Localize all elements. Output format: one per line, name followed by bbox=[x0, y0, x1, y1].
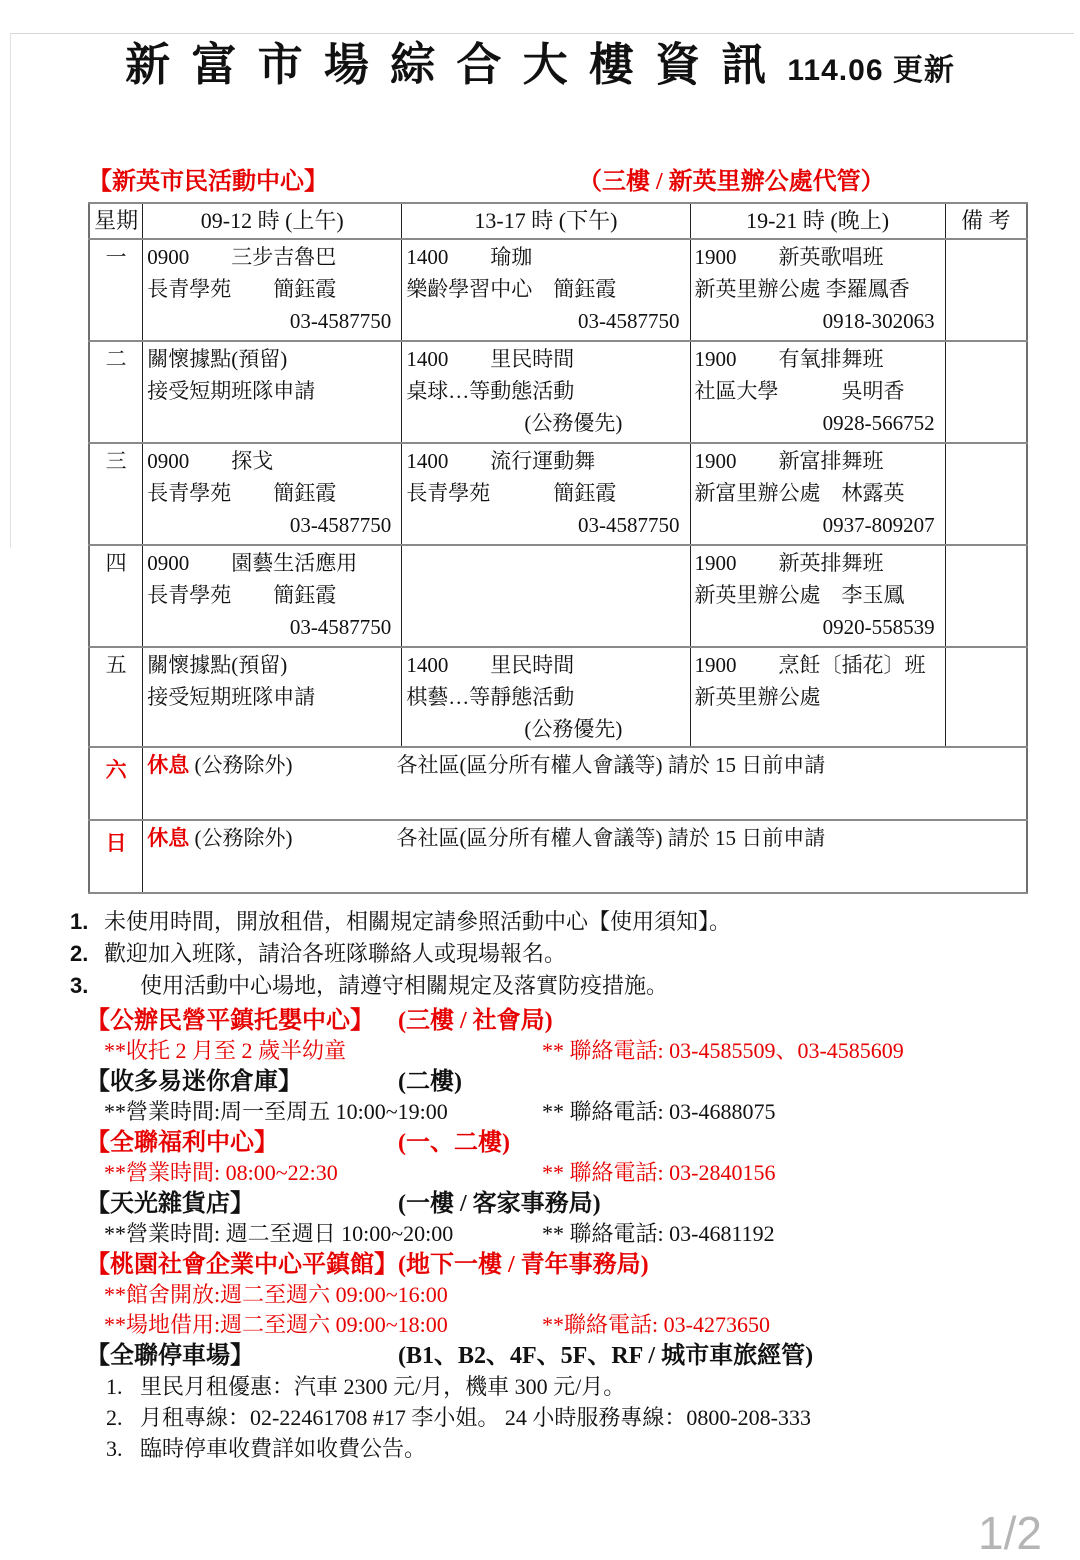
schedule-header-cell: 星期 bbox=[89, 203, 143, 239]
activity-center-location: （三樓 / 新英里辦公處代管） bbox=[578, 169, 885, 195]
schedule-header-cell: 09-12 時 (上午) bbox=[143, 203, 402, 239]
note-text: 未使用時間，開放租借，相關規定請參照活動中心【使用須知】。 bbox=[104, 909, 732, 934]
parking-item bbox=[106, 1433, 1080, 1464]
note-text: 歡迎加入班隊，請洽各班隊聯絡人或現場報名。 bbox=[104, 941, 567, 966]
remark-cell bbox=[945, 239, 1027, 341]
document-page bbox=[0, 28, 1080, 1559]
parking-item-text: 里民月租優惠：汽車 2300 元/月，機車 300 元/月。 bbox=[140, 1374, 626, 1399]
facility-phone: **聯絡電話: 03-4273650 bbox=[542, 1312, 770, 1337]
schedule-cell-morning bbox=[143, 545, 402, 647]
schedule-cell-morning bbox=[143, 341, 402, 443]
facility-floor: (一、二樓) bbox=[398, 1130, 510, 1156]
schedule-cell-morning bbox=[143, 239, 402, 341]
schedule-header-row bbox=[89, 203, 1027, 239]
schedule-cell-afternoon bbox=[402, 443, 690, 545]
schedule-cell-line: 1900 烹飪〔插花〕班 bbox=[694, 653, 926, 677]
facility-detail: **收托 2 月至 2 歲半幼童 bbox=[104, 1038, 347, 1063]
schedule-cell-line: 新富里辦公處 林露英 bbox=[694, 481, 905, 505]
rest-text: 各社區(區分所有權人會議等) 請於 15 日前申請 bbox=[396, 753, 826, 777]
remark-cell bbox=[945, 545, 1027, 647]
facility-floor: (一樓 / 客家事務局) bbox=[398, 1191, 601, 1217]
schedule-header-cell: 19-21 時 (晚上) bbox=[690, 203, 945, 239]
rest-text: 各社區(區分所有權人會議等) 請於 15 日前申請 bbox=[396, 826, 826, 850]
schedule-cell-line: 03-4587750 bbox=[578, 309, 680, 333]
schedule-cell-line: 1900 有氧排舞班 bbox=[694, 347, 884, 371]
schedule-cell-line: 接受短期班隊申請 bbox=[147, 379, 316, 403]
day-cell: 四 bbox=[89, 545, 143, 647]
page-title: 新 富 市 場 綜 合 大 樓 資 訊 bbox=[125, 40, 772, 90]
facility-title: 【公辦民營平鎮托嬰中心】 bbox=[86, 1008, 374, 1034]
schedule-cell-afternoon bbox=[402, 341, 690, 443]
facility-detail: **營業時間: 08:00~22:30 bbox=[104, 1160, 338, 1185]
schedule-header-cell: 13-17 時 (下午) bbox=[402, 203, 690, 239]
schedule-cell-evening bbox=[690, 443, 945, 545]
note-number: 2. bbox=[70, 941, 89, 966]
note-item bbox=[70, 906, 1080, 938]
activity-center-name: 【新英市民活動中心】 bbox=[88, 169, 328, 195]
schedule-cell-afternoon bbox=[402, 647, 690, 747]
schedule-row bbox=[89, 545, 1027, 647]
schedule-cell-line: 關懷據點(預留) bbox=[147, 347, 288, 371]
schedule-rest-row bbox=[89, 820, 1027, 893]
schedule-cell-line: 新英里辦公處 李羅鳳香 bbox=[694, 277, 910, 301]
facility-detail: **場地借用:週二至週六 09:00~18:00 bbox=[104, 1312, 448, 1337]
schedule-cell-line: 長青學苑 簡鈺霞 bbox=[147, 583, 337, 607]
schedule-cell-line: 新英里辦公處 李玉鳳 bbox=[694, 583, 905, 607]
page-edge-left bbox=[10, 33, 11, 548]
schedule-cell-line: 0928-566752 bbox=[822, 411, 935, 435]
schedule-rest-row bbox=[89, 747, 1027, 820]
schedule-cell-line: 03-4587750 bbox=[289, 309, 392, 333]
schedule-cell-line: 1900 新富排舞班 bbox=[694, 449, 884, 473]
schedule-row bbox=[89, 443, 1027, 545]
schedule-cell-line: 樂齡學習中心 簡鈺霞 bbox=[406, 277, 617, 301]
note-item bbox=[70, 938, 1080, 970]
facility-title: 【全聯停車場】 bbox=[86, 1343, 254, 1369]
note-item bbox=[70, 970, 1080, 1002]
facility-floor: (地下一樓 / 青年事務局) bbox=[398, 1252, 649, 1278]
weekly-schedule-table bbox=[88, 202, 1028, 894]
schedule-cell-morning bbox=[143, 443, 402, 545]
schedule-cell-line: 長青學苑 簡鈺霞 bbox=[147, 481, 337, 505]
facility-phone: ** 聯絡電話: 03-4585509、03-4585609 bbox=[542, 1038, 904, 1063]
schedule-row bbox=[89, 341, 1027, 443]
schedule-cell-afternoon bbox=[402, 239, 690, 341]
rest-note: (公務除外) bbox=[189, 826, 293, 850]
remark-cell bbox=[945, 341, 1027, 443]
day-cell: 一 bbox=[89, 239, 143, 341]
schedule-cell-line: (公務優先) bbox=[524, 717, 623, 741]
schedule-cell-line: 關懷據點(預留) bbox=[147, 653, 288, 677]
parking-item bbox=[106, 1402, 1080, 1433]
parking-item-text: 月租專線：02-22461708 #17 李小姐。 24 小時服務專線：0800-208-333 bbox=[140, 1405, 811, 1430]
schedule-row bbox=[89, 239, 1027, 341]
rest-content-cell bbox=[143, 820, 1027, 893]
facility-floor: (B1、B2、4F、5F、RF / 城市車旅經管) bbox=[398, 1343, 814, 1369]
schedule-cell-evening bbox=[690, 647, 945, 747]
title-row bbox=[0, 28, 1080, 93]
activity-center-header bbox=[88, 161, 1080, 196]
schedule-cell-afternoon bbox=[402, 545, 690, 647]
schedule-cell-line: 1400 瑜珈 bbox=[406, 245, 533, 269]
schedule-cell-line: 03-4587750 bbox=[578, 513, 680, 537]
facility-floor: (二樓) bbox=[398, 1069, 462, 1095]
note-number: 3. bbox=[70, 973, 89, 998]
facility-phone: ** 聯絡電話: 03-2840156 bbox=[542, 1160, 776, 1185]
schedule-cell-line: 桌球…等動態活動 bbox=[406, 379, 575, 403]
schedule-cell-line: 1400 里民時間 bbox=[406, 653, 575, 677]
schedule-cell-evening bbox=[690, 545, 945, 647]
facility-nursery bbox=[86, 1006, 1080, 1066]
page-edge-top bbox=[10, 33, 1074, 34]
schedule-cell-line: 長青學苑 簡鈺霞 bbox=[147, 277, 337, 301]
day-cell: 六 bbox=[89, 747, 143, 820]
facility-pxmart bbox=[86, 1128, 1080, 1188]
schedule-cell-line: 1900 新英歌唱班 bbox=[694, 245, 884, 269]
facility-title: 【收多易迷你倉庫】 bbox=[86, 1069, 302, 1095]
schedule-cell-evening bbox=[690, 341, 945, 443]
facility-parking bbox=[86, 1341, 1080, 1464]
rest-label: 休息 bbox=[147, 753, 190, 777]
remark-cell bbox=[945, 443, 1027, 545]
remark-cell bbox=[945, 647, 1027, 747]
schedule-header-cell: 備 考 bbox=[945, 203, 1027, 239]
schedule-row bbox=[89, 647, 1027, 747]
facility-storage bbox=[86, 1067, 1080, 1127]
schedule-cell-line: 接受短期班隊申請 bbox=[147, 685, 316, 709]
schedule-cell-line: 0900 園藝生活應用 bbox=[147, 551, 358, 575]
facility-phone: ** 聯絡電話: 03-4681192 bbox=[542, 1221, 775, 1246]
schedule-cell-line: 0900 三步吉魯巴 bbox=[147, 245, 337, 269]
update-version: 114.06 更新 bbox=[787, 54, 955, 87]
usage-notes bbox=[70, 906, 1080, 1002]
facility-detail: **營業時間: 週二至週日 10:00~20:00 bbox=[104, 1221, 454, 1246]
schedule-cell-line: 0920-558539 bbox=[822, 615, 935, 639]
schedule-cell-evening bbox=[690, 239, 945, 341]
rest-label: 休息 bbox=[147, 826, 190, 850]
facility-social-enterprise bbox=[86, 1250, 1080, 1340]
schedule-cell-morning bbox=[143, 647, 402, 747]
parking-item-number: 3. bbox=[106, 1436, 123, 1461]
day-cell: 三 bbox=[89, 443, 143, 545]
facility-sections bbox=[86, 1006, 1080, 1464]
day-cell: 二 bbox=[89, 341, 143, 443]
rest-note: (公務除外) bbox=[189, 753, 293, 777]
schedule-cell-line: 0918-302063 bbox=[822, 309, 935, 333]
day-cell: 日 bbox=[89, 820, 143, 893]
facility-phone: ** 聯絡電話: 03-4688075 bbox=[542, 1099, 776, 1124]
schedule-cell-line: 1900 新英排舞班 bbox=[694, 551, 884, 575]
facility-grocery bbox=[86, 1189, 1080, 1249]
facility-title: 【桃園社會企業中心平鎮館】 bbox=[86, 1252, 398, 1278]
parking-item-number: 1. bbox=[106, 1374, 123, 1399]
facility-detail: **營業時間:周一至周五 10:00~19:00 bbox=[104, 1099, 448, 1124]
parking-item-number: 2. bbox=[106, 1405, 123, 1430]
schedule-cell-line: 0937-809207 bbox=[822, 513, 935, 537]
schedule-cell-line: 03-4587750 bbox=[289, 615, 392, 639]
rest-content-cell bbox=[143, 747, 1027, 820]
schedule-body bbox=[89, 203, 1027, 893]
schedule-cell-line: 03-4587750 bbox=[289, 513, 392, 537]
schedule-cell-line: 1400 里民時間 bbox=[406, 347, 575, 371]
schedule-cell-line: (公務優先) bbox=[524, 411, 623, 435]
note-number: 1. bbox=[70, 909, 89, 934]
facility-title: 【天光雜貨店】 bbox=[86, 1191, 254, 1217]
schedule-cell-line: 0900 探戈 bbox=[147, 449, 274, 473]
parking-item bbox=[106, 1371, 1080, 1402]
parking-item-text: 臨時停車收費詳如收費公告。 bbox=[140, 1436, 427, 1461]
schedule-cell-line: 1400 流行運動舞 bbox=[406, 449, 596, 473]
page-indicator: 1/2 bbox=[978, 1507, 1042, 1559]
facility-title: 【全聯福利中心】 bbox=[86, 1130, 278, 1156]
schedule-cell-line: 新英里辦公處 bbox=[694, 685, 821, 709]
note-text: 使用活動中心場地，請遵守相關規定及落實防疫措施。 bbox=[140, 973, 669, 998]
day-cell: 五 bbox=[89, 647, 143, 747]
schedule-cell-line: 社區大學 吳明香 bbox=[694, 379, 905, 403]
schedule-cell-line: 長青學苑 簡鈺霞 bbox=[406, 481, 617, 505]
facility-floor: (三樓 / 社會局) bbox=[398, 1008, 553, 1034]
schedule-cell-line: 棋藝…等靜態活動 bbox=[406, 685, 575, 709]
facility-detail: **館舍開放:週二至週六 09:00~16:00 bbox=[104, 1282, 448, 1307]
